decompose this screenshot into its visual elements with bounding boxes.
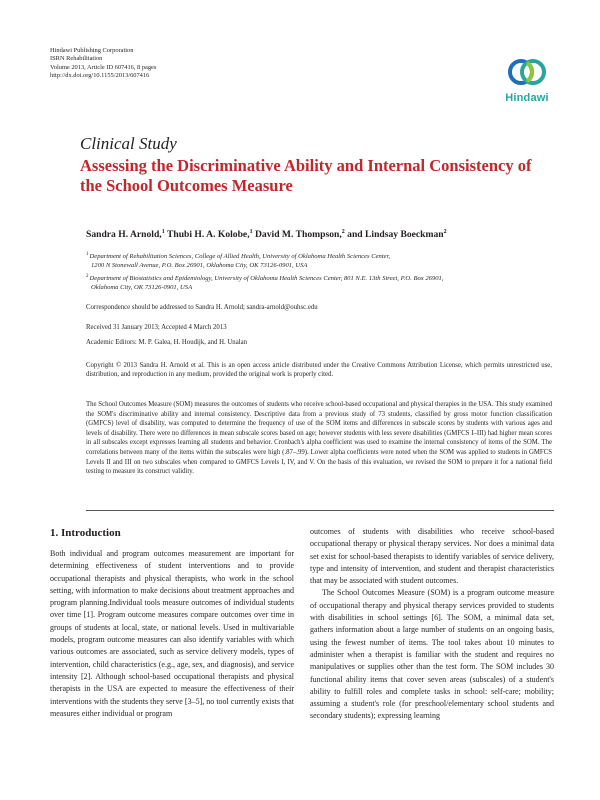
right-column: [310, 526, 554, 723]
affiliation-line: Oklahoma City, OK 73126-0901, USA: [91, 283, 193, 291]
correspondence: Correspondence should be addressed to Sandra H. Arnold; sandra-arnold@ouhsc.edu: [86, 304, 318, 311]
article-type: Clinical Study: [80, 134, 177, 153]
article-title: Assessing the Discriminative Ability and Internal Consistency of the School Outcomes Measure: [80, 156, 532, 195]
abstract: The School Outcomes Measure (SOM) measures the outcomes of students who receive school-based occupational and physical therapies in the USA. This study examined the SOM's discriminative ability and internal consistency. Descriptive data from a previous study of 73 students, classified by gross motor function classification (GMFCS) level of disability, was computed to determine the frequency of use of the SOM items and differences in subscale scores by students with various ages and levels of disability. There were no differences in mean subscale scores based on age; however students with less severe disabilities (GMFCS I–III) had higher mean scores in all subscales except expresses learning all students and behavior. Cronbach's alpha coefficient was used to examine the internal consistency of items of the SOM. The correlations between many of the items within the subscales were high (.87–.99). Lower alpha coefficients were noted when the SOM was applied to students in GMFCS Levels II and III on two subscales when compared to GMFCS Levels I, IV, and V. On the basis of this evaluation, we revised the SOM to prepare it for a national field testing to measure its construct validity.: [86, 401, 552, 476]
author-affiliation-mark: 1: [249, 229, 253, 235]
copyright-notice: Copyright © 2013 Sandra H. Arnold et al. This is an open access article distributed under the Creative Commons Attribution License, which permits unrestricted use, distribution, and reproduction in any medium, provided the original work is properly cited.: [86, 362, 552, 379]
author-name: Sandra H. Arnold,: [86, 229, 162, 241]
section-heading: 1. Introduction: [50, 527, 121, 539]
academic-editors: Academic Editors: M. P. Galea, H. Houdijk, and H. Unalan: [86, 339, 248, 346]
doi-link[interactable]: http://dx.doi.org/10.1155/2013/607416: [50, 72, 150, 80]
affiliation-line: Department of Biostatistics and Epidemiology, University of Oklahoma Health Sciences Center, 801 N.E. 13th Street, P.O. Box 26901,: [89, 275, 444, 283]
author-list: [86, 229, 556, 240]
body-paragraph: outcomes of students with disabilities who receive school-based occupational therapy or physical therapy services. Nor does a minimal data set exist for school-based therapists to identify variables of service delivery, type and intensity of intervention, and student and therapist characteristics that may be associated with student outcomes.: [310, 527, 554, 586]
publication-info: [50, 47, 290, 81]
hindawi-logo: [497, 52, 557, 106]
affiliation: [86, 251, 556, 270]
affiliation-line: 1200 N Stonewall Avenue, P.O. Box 26901, Oklahoma City, OK 73126-0901, USA: [91, 261, 308, 269]
hindawi-logo-text: Hindawi: [505, 92, 549, 104]
affiliation-line: Department of Rehabilitation Sciences, College of Allied Health, University of Oklahoma Health Sciences Center,: [89, 253, 391, 261]
affiliation-number: 2: [86, 274, 89, 279]
received-dates: Received 31 January 2013; Accepted 4 March 2013: [86, 324, 227, 331]
author-name: David M. Thompson,: [255, 229, 342, 241]
body-paragraph: The School Outcomes Measure (SOM) is a program outcome measure of occupational therapy and physical therapy services provided to students with disabilities in school settings [6]. The SOM, a minimal data set, gathers information about a large number of students on an ongoing basis, using the fewest number of items. The tool takes about 10 minutes to administer when a therapist is familiar with the student and requires no manipulatives or supplies other than the test form. The SOM includes 30 functional ability items that cover seven areas (subscales) of a student's ability to fulfill roles and complete tasks in school: self-care; mobility; assuming a student's role (for preschool/elementary school students and secondary students); expressing learning: [310, 588, 554, 721]
affiliation-number: 1: [86, 252, 89, 257]
publisher-name: Hindawi Publishing Corporation: [50, 47, 134, 54]
author-name: Thubi H. A. Kolobe,: [166, 229, 250, 241]
author-affiliation-mark: 2: [341, 229, 345, 235]
journal-name: ISRN Rehabilitation: [50, 55, 103, 63]
volume-info: Volume 2013, Article ID 607416, 8 pages: [50, 63, 157, 71]
author-affiliation-mark: 1: [161, 229, 165, 235]
affiliation: [86, 273, 556, 292]
section-divider: [86, 510, 554, 511]
hindawi-logo-icon: [497, 52, 557, 92]
left-column: [50, 548, 294, 720]
author-affiliation-mark: 2: [443, 229, 447, 235]
author-name: and Lindsay Boeckman: [347, 229, 444, 241]
body-paragraph: Both individual and program outcomes measurement are important for determining effectiveness of student interventions and to provide occupational therapists and physical therapists, who work in the school setting, with information to make decisions about treatment approaches and program planning.Individual tools measure outcomes of individual students over time [1]. Program outcome measures compare outcomes over time in groups of students at local, state, or national levels. Used in multivariable models, program outcome measures can also identify variables with which various outcomes are associated, such as service delivery models, types of intervention, child characteristics (e.g., age, sex, and diagnosis), and service intensity [2]. Although school-based occupational therapists and physical therapists in the USA are expected to measure the effectiveness of their interventions with the students they serve [3–5], no tool currently exists that measures either individual or program: [50, 549, 294, 718]
